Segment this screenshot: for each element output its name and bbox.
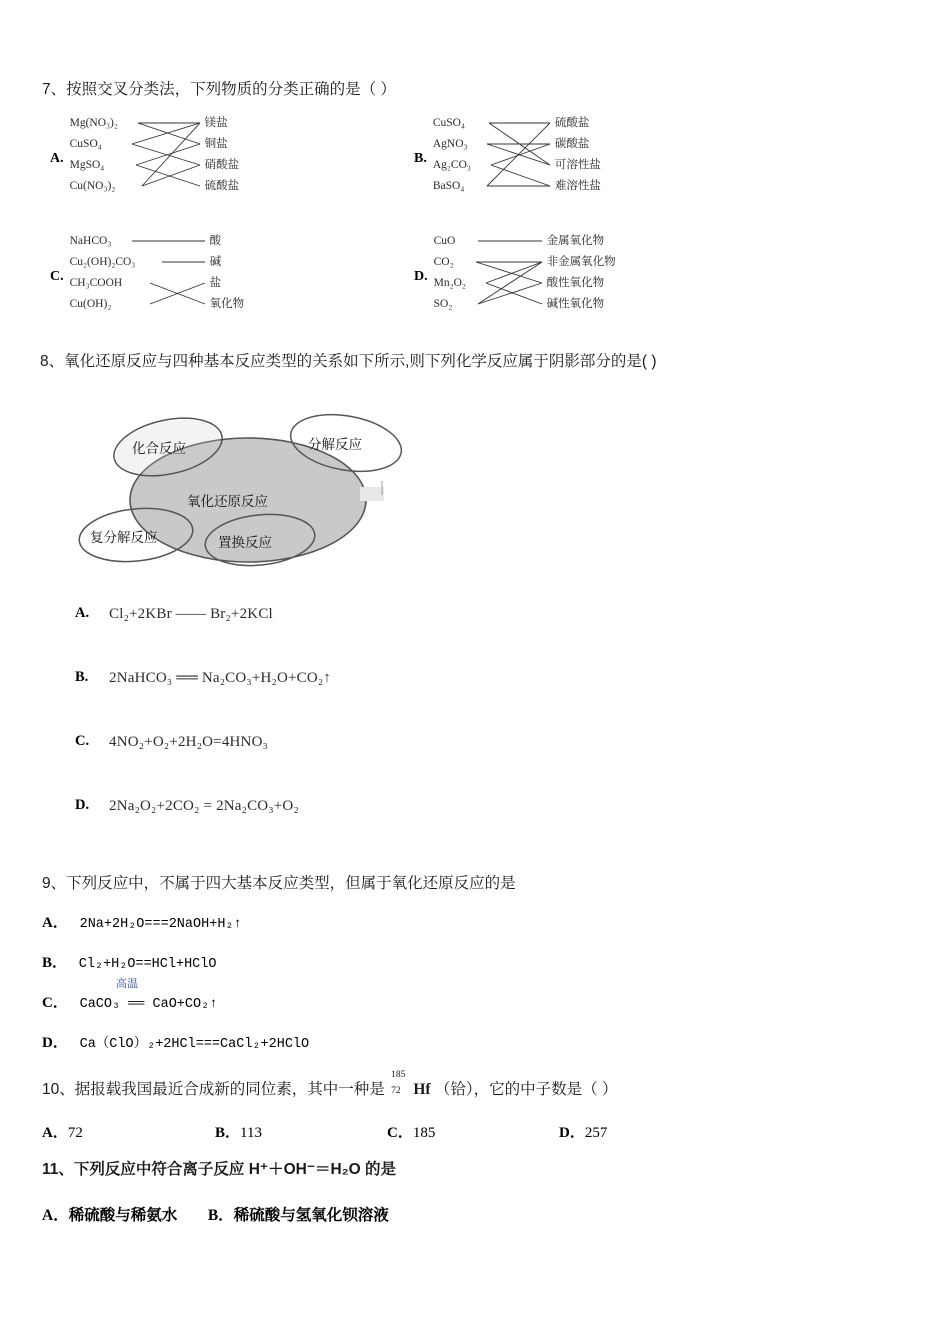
option-c-equation: CaCO₃ ══ CaO+CO₂↑ <box>79 996 218 1012</box>
option-a-text: 稀硫酸与稀氨水 <box>68 1206 178 1224</box>
question-11-option-b[interactable] <box>208 1207 389 1224</box>
diagram-b-right-0: 硫酸盐 <box>554 116 590 129</box>
question-9-option-d[interactable] <box>42 1031 922 1052</box>
question-10-option-a[interactable] <box>42 1121 83 1142</box>
option-b-text: 稀硫酸与氢氧化钡溶液 <box>233 1206 389 1224</box>
diagram-b-left-3: BaSO₄ <box>432 179 465 192</box>
option-d-equation: Ca（ClO）₂+2HCl===CaCl₂+2HClO <box>79 1036 310 1052</box>
question-8-options <box>70 605 870 815</box>
option-c-condition: 高温 <box>116 977 138 990</box>
option-label-a: A. <box>50 150 64 166</box>
diagram-c-right-1: 碱 <box>209 255 222 268</box>
option-label-b: B． <box>215 1124 241 1141</box>
option-label-b: B． <box>42 954 68 971</box>
crossclass-diagram-a <box>70 113 280 205</box>
question-9 <box>42 872 922 1071</box>
option-b-value: 113 <box>240 1124 262 1141</box>
diagram-c-right-3: 氧化物 <box>209 297 245 310</box>
question-8-option-c[interactable] <box>75 733 870 751</box>
option-c-value: 185 <box>412 1124 436 1141</box>
venn-label-bottom-right: 置换反应 <box>218 534 272 550</box>
diagram-d-left-1: CO₂ <box>433 255 454 268</box>
question-7-option-c[interactable] <box>50 231 290 323</box>
diagram-d-right-3: 碱性氧化物 <box>546 297 605 310</box>
question-10-stem-after: （铪），它的中子数是（ ） <box>434 1081 618 1098</box>
question-8-option-a[interactable] <box>75 605 870 623</box>
diagram-c-left-1: Cu₂(OH)₂CO₃ <box>69 255 136 268</box>
option-d-value: 257 <box>584 1124 608 1141</box>
question-8-stem: 8、氧化还原反应与四种基本反应类型的关系如下所示,则下列化学反应属于阴影部分的是( ) <box>40 353 657 370</box>
diagram-b-left-2: Ag₂CO₃ <box>432 158 471 171</box>
diagram-b-left-0: CuSO₄ <box>432 116 465 129</box>
diagram-c-right-0: 酸 <box>209 234 222 247</box>
isotope-atomic-number: 72 <box>391 1085 401 1096</box>
isotope-mass-number: 185 <box>391 1069 406 1080</box>
option-label-c: C． <box>42 994 68 1011</box>
option-label-a: A． <box>42 1206 69 1224</box>
question-7-option-b[interactable] <box>414 113 648 205</box>
diagram-d-left-0: CuO <box>433 234 456 247</box>
option-label-a: A． <box>42 914 68 931</box>
question-9-option-b[interactable] <box>42 951 922 972</box>
venn-shapes <box>70 395 490 580</box>
question-9-option-a[interactable] <box>42 911 922 932</box>
option-label-b: B. <box>75 669 89 685</box>
option-a-value: 72 <box>67 1124 83 1141</box>
option-a-equation: Cl₂+2KBr —— Br₂+2KCl <box>109 606 273 622</box>
venn-label-center: 氧化还原反应 <box>187 493 268 509</box>
diagram-a-left-3: Cu(NO₃)₂ <box>69 179 116 192</box>
diagram-a-left-1: CuSO₄ <box>69 137 102 150</box>
question-11-options <box>42 1203 922 1225</box>
option-label-c: C． <box>387 1124 413 1141</box>
isotope-symbol: Hf <box>413 1081 431 1098</box>
question-10-stem-before: 10、据报载我国最近合成新的同位素，其中一种是 <box>42 1081 385 1098</box>
question-8-option-b[interactable] <box>75 669 870 687</box>
diagram-a-right-2: 硝酸盐 <box>204 158 240 171</box>
venn-label-bottom-left: 复分解反应 <box>90 529 158 545</box>
option-d-equation: 2Na₂O₂+2CO₂ = 2Na₂CO₃+O₂ <box>109 798 299 814</box>
diagram-a-links <box>70 113 280 205</box>
venn-label-top-right: 分解反应 <box>308 436 362 452</box>
question-7-option-d[interactable] <box>414 231 649 323</box>
diagram-b-links <box>433 113 648 205</box>
diagram-c-left-2: CH₃COOH <box>69 276 123 289</box>
question-10-option-b[interactable] <box>215 1121 262 1142</box>
option-b-equation: Cl₂+H₂O==HCl+HClO <box>78 956 217 972</box>
option-label-c: C. <box>50 268 64 284</box>
question-11-stem: 11、下列反应中符合离子反应 H⁺＋OH⁻＝H₂O 的是 <box>42 1161 396 1178</box>
question-11-option-a[interactable] <box>42 1207 182 1224</box>
diagram-b-left-1: AgNO₃ <box>432 137 468 150</box>
option-label-a: A. <box>75 605 90 621</box>
question-9-option-c[interactable] <box>42 977 922 1012</box>
diagram-b-right-1: 碳酸盐 <box>554 137 590 150</box>
diagram-d-left-2: Mn₂O₂ <box>433 276 466 289</box>
diagram-a-left-0: Mg(NO₃)₂ <box>69 116 118 129</box>
option-c-equation: 4NO₂+O₂+2H₂O=4HNO₃ <box>109 734 269 750</box>
crossclass-diagram-b <box>433 113 648 205</box>
diagram-a-right-0: 镁盐 <box>204 116 228 129</box>
question-10 <box>42 1069 922 1145</box>
diagram-d-right-0: 金属氧化物 <box>546 234 605 247</box>
diagram-a-left-2: MgSO₄ <box>69 158 105 171</box>
question-7-options <box>42 113 902 343</box>
option-label-d: D. <box>75 797 90 813</box>
question-11 <box>42 1158 922 1225</box>
question-8-option-d[interactable] <box>75 797 870 815</box>
diagram-c-right-2: 盐 <box>209 276 222 289</box>
diagram-a-right-1: 铜盐 <box>204 137 228 150</box>
option-label-d: D. <box>414 268 428 284</box>
question-8 <box>40 350 920 814</box>
diagram-b-right-2: 可溶性盐 <box>554 158 601 171</box>
question-10-option-d[interactable] <box>559 1121 607 1142</box>
option-label-a: A． <box>42 1124 68 1141</box>
question-10-options <box>42 1121 922 1145</box>
question-9-stem: 9、下列反应中，不属于四大基本反应类型，但属于氧化还原反应的是 <box>42 875 516 892</box>
diagram-c-links <box>70 231 290 323</box>
diagram-d-right-2: 酸性氧化物 <box>546 276 605 289</box>
diagram-c-left-0: NaHCO₃ <box>69 234 112 247</box>
diagram-d-right-1: 非金属氧化物 <box>546 255 616 268</box>
venn-diagram <box>70 395 490 580</box>
question-7 <box>42 78 912 343</box>
isotope-notation <box>389 1069 409 1098</box>
diagram-d-links <box>434 231 649 323</box>
venn-label-top-left: 化合反应 <box>132 440 186 456</box>
option-b-equation: 2NaHCO₃ ══ Na₂CO₃+H₂O+CO₂↑ <box>109 670 332 686</box>
question-10-option-c[interactable] <box>387 1121 435 1142</box>
diagram-d-left-3: SO₂ <box>433 297 453 310</box>
diagram-a-right-3: 硫酸盐 <box>204 179 240 192</box>
question-10-stem <box>42 1069 922 1103</box>
option-label-b: B. <box>414 150 427 166</box>
crossclass-diagram-c <box>70 231 290 323</box>
option-label-d: D． <box>559 1124 585 1141</box>
crossclass-diagram-d <box>434 231 649 323</box>
question-7-option-a[interactable] <box>50 113 280 205</box>
option-label-d: D． <box>42 1034 68 1051</box>
diagram-c-left-3: Cu(OH)₂ <box>69 297 112 310</box>
option-a-equation: 2Na+2H₂O===2NaOH+H₂↑ <box>79 916 242 932</box>
diagram-b-right-3: 难溶性盐 <box>554 179 601 192</box>
option-label-c: C. <box>75 733 90 749</box>
option-label-b: B． <box>207 1206 234 1224</box>
question-7-stem: 7、按照交叉分类法，下列物质的分类正确的是（ ） <box>42 81 396 98</box>
